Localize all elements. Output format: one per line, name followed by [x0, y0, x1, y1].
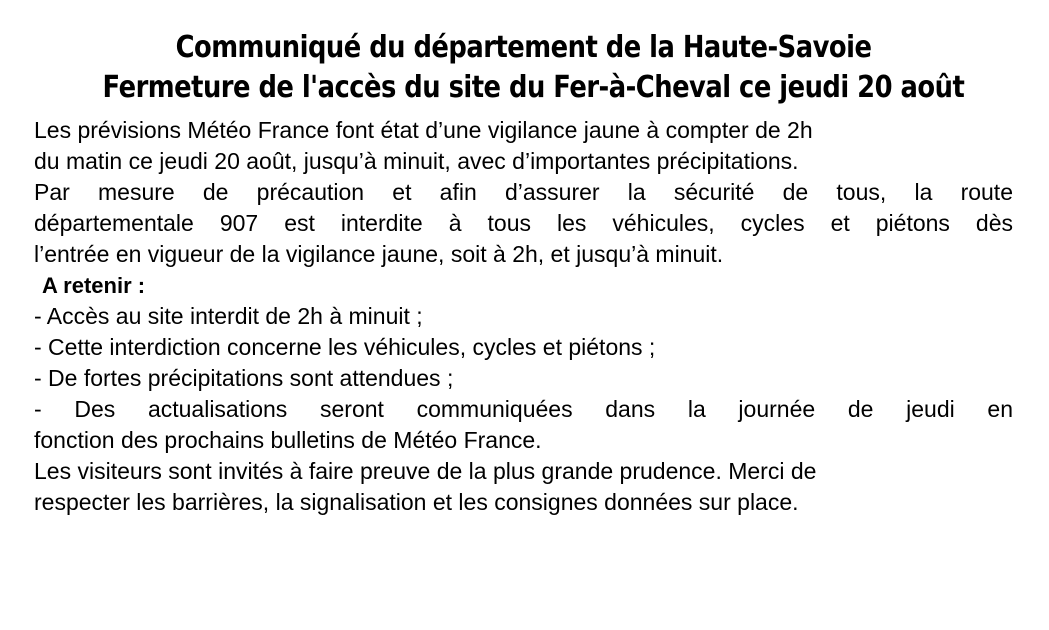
intro-line-1: Les prévisions Météo France font état d’une vigilance jaune à compter de 2h [34, 117, 813, 143]
list-item: - Accès au site interdit de 2h à minuit ; [34, 303, 423, 329]
title-line-1: Communiqué du département de la Haute-Savoie [175, 30, 872, 65]
intro-paragraph [34, 115, 1013, 177]
measure-line-3: l’entrée en vigueur de la vigilance jaune, soit à 2h, et jusqu’à minuit. [34, 241, 724, 267]
list-item: - Cette interdiction concerne les véhicules, cycles et piétons ; [34, 334, 656, 360]
list-item [34, 394, 1013, 456]
intro-line-2: du matin ce jeudi 20 août, jusqu’à minuit, avec d’importantes précipitations. [34, 148, 799, 174]
title-block [34, 28, 1013, 108]
measure-line-2: départementale 907 est interdite à tous les véhicules, cycles et piétons dès [34, 210, 1013, 236]
key-points-list [34, 301, 1013, 456]
closing-line-2: respecter les barrières, la signalisation et les consignes données sur place. [34, 489, 799, 515]
closing-paragraph [34, 456, 1013, 518]
title-line-2: Fermeture de l'accès du site du Fer-à-Cheval ce jeudi 20 août [102, 70, 965, 105]
measure-paragraph [34, 177, 1013, 270]
retenir-heading: A retenir : [42, 273, 146, 298]
list-item: - De fortes précipitations sont attendues ; [34, 365, 454, 391]
measure-line-1: Par mesure de précaution et afin d’assurer la sécurité de tous, la route [34, 179, 1013, 205]
closing-line-1: Les visiteurs sont invités à faire preuve de la plus grande prudence. Merci de [34, 458, 817, 484]
list-item-line-1: - Des actualisations seront communiquées dans la journée de jeudi en [34, 396, 1013, 422]
list-item-line-2: fonction des prochains bulletins de Météo France. [34, 427, 542, 453]
